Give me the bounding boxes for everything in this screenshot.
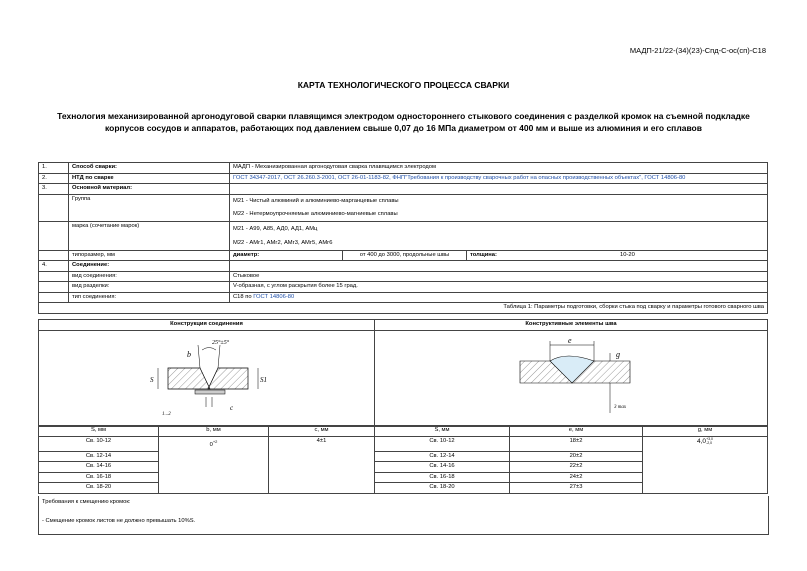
process-info-table	[38, 162, 768, 314]
label-b: b	[187, 350, 191, 359]
joint-design-drawing	[140, 335, 280, 420]
grade-m22: М22 - АМг1, АМг2, АМг3, АМг5, АМг6	[233, 239, 333, 246]
row-number: 3.	[39, 184, 69, 195]
subtitle-line-1: Технология механизированной аргонодуговой сварки плавящимся электродом одностороннего стыкового соединения с разделкой кромок на съемной подкладке	[57, 111, 750, 121]
row-label: Способ сварки:	[69, 163, 230, 174]
row-value: V-образная, с углом раскрытия более 15 град.	[230, 282, 768, 293]
row-number: 4.	[39, 261, 69, 272]
header-e: e, мм	[510, 426, 643, 437]
ntd-link[interactable]: ГОСТ 34347-2017, ОСТ 26.260.3-2001, ОСТ 26-01-1183-82, ФНП"Требования к производству сварочных работ на опасных производственных объектах", ГОСТ 14806-80	[230, 173, 768, 184]
label-s: S	[150, 376, 154, 384]
label-dim2: 3 max	[614, 405, 627, 410]
label-dim1: 1...2	[162, 412, 171, 417]
weld-elements-drawing	[510, 333, 640, 423]
group-m21: М21 - Чистый алюминий и алюминиево-марганцевые сплавы	[233, 197, 399, 204]
header-g: g, мм	[643, 426, 768, 437]
row-welding-method	[39, 163, 768, 174]
table-caption: Таблица 1: Параметры подготовки, сборки стыка под сварку и параметры готового сварного шва	[39, 303, 768, 314]
document-code: МАДП-21/22-(34)(23)-Спд-С-ос(сп)-С18	[629, 46, 766, 55]
header-s-right: S, мм	[375, 426, 510, 437]
thickness-cell	[467, 250, 768, 261]
table-row: Св. 16-18 Св. 16-18 24±2	[39, 472, 768, 483]
backing-strip	[195, 390, 225, 394]
header-c: c, мм	[269, 426, 375, 437]
notes-text: - Смещение кромок листов не должно превышать 10%S.	[42, 518, 196, 524]
row-group	[39, 194, 768, 221]
row-number: 2.	[39, 173, 69, 184]
row-value: МАДП - Механизированная аргонодуговая сварка плавящимся электродом	[230, 163, 768, 174]
row-size	[39, 250, 768, 261]
b-value-cell: $0^{+2}$	[159, 436, 269, 493]
label-e: e	[568, 336, 572, 345]
row-ntd	[39, 173, 768, 184]
params-header-row	[39, 426, 768, 437]
row-label: Группа	[69, 194, 230, 221]
diameter-label: диаметр:	[230, 250, 343, 261]
g-value-cell: 4,0 +3,0 -2,0	[643, 436, 768, 493]
group-m22: М22 - Нетермоупрочняемые алюминиево-магниевые сплавы	[233, 210, 398, 217]
row-label: тип соединения:	[69, 292, 230, 303]
table-row: Св. 18-20 Св. 18-20 27±3	[39, 483, 768, 494]
label-g: g	[616, 350, 620, 359]
row-grade	[39, 221, 768, 250]
row-label: вид разделки:	[69, 282, 230, 293]
weld-elements-header: Конструктивные элементы шва	[375, 320, 768, 331]
row-value: С18 по ГОСТ 14806-80	[230, 292, 768, 303]
row-value	[230, 221, 768, 250]
row-label: вид соединения:	[69, 271, 230, 282]
row-weld-type	[39, 292, 768, 303]
document-subtitle	[30, 110, 777, 134]
table-row: Св. 10-12 $0^{+2}$ 4±1 Св. 10-12 18±2 4,0 +3,0 -2,0	[39, 436, 768, 451]
document-title: КАРТА ТЕХНОЛОГИЧЕСКОГО ПРОЦЕССА СВАРКИ	[297, 80, 510, 90]
grade-m21: М21 - А99, А85, АД0, АД1, АМц	[233, 225, 318, 232]
row-label: НТД по сварке	[69, 173, 230, 184]
row-joint-type	[39, 271, 768, 282]
header-s-left: S, мм	[39, 426, 159, 437]
parameters-table	[38, 425, 768, 494]
row-base-material	[39, 184, 768, 195]
label-angle: 25°±5°	[212, 340, 230, 346]
left-plate	[168, 368, 210, 389]
diameter-value: от 400 до 3000, продольные швы	[343, 250, 467, 261]
header-b: b, мм	[159, 426, 269, 437]
row-label: типоразмер, мм	[69, 250, 230, 261]
row-joint	[39, 261, 768, 272]
table-row: Св. 12-14 Св. 12-14 20±2	[39, 451, 768, 462]
thickness-label: толщина:	[470, 251, 497, 258]
row-table-caption	[39, 303, 768, 314]
row-number: 1.	[39, 163, 69, 174]
gost-link[interactable]: ГОСТ 14806-80	[253, 293, 295, 300]
table-row: Св. 14-16 Св. 14-16 22±2	[39, 462, 768, 473]
label-c: c	[230, 404, 234, 412]
notes-title: Требования к смещению кромок:	[42, 499, 131, 505]
row-label: марка (сочетание марок)	[69, 221, 230, 250]
right-plate	[208, 368, 248, 389]
row-value	[230, 194, 768, 221]
row-value: Стыковое	[230, 271, 768, 282]
edge-offset-notes	[38, 496, 769, 535]
thickness-value: 10-20	[620, 251, 635, 258]
subtitle-line-2: корпусов сосудов и аппаратов, работающих под давлением свыше 0,07 до 16 МПа диаметром от 400 мм и выше из алюминия и его сплавов	[105, 123, 702, 133]
row-groove	[39, 282, 768, 293]
row-label: Соединение:	[69, 261, 230, 272]
row-label: Основной материал:	[69, 184, 230, 195]
c-value: 4±1	[269, 436, 375, 493]
label-s1: S1	[260, 376, 267, 384]
joint-design-header: Конструкция соединения	[39, 320, 375, 331]
